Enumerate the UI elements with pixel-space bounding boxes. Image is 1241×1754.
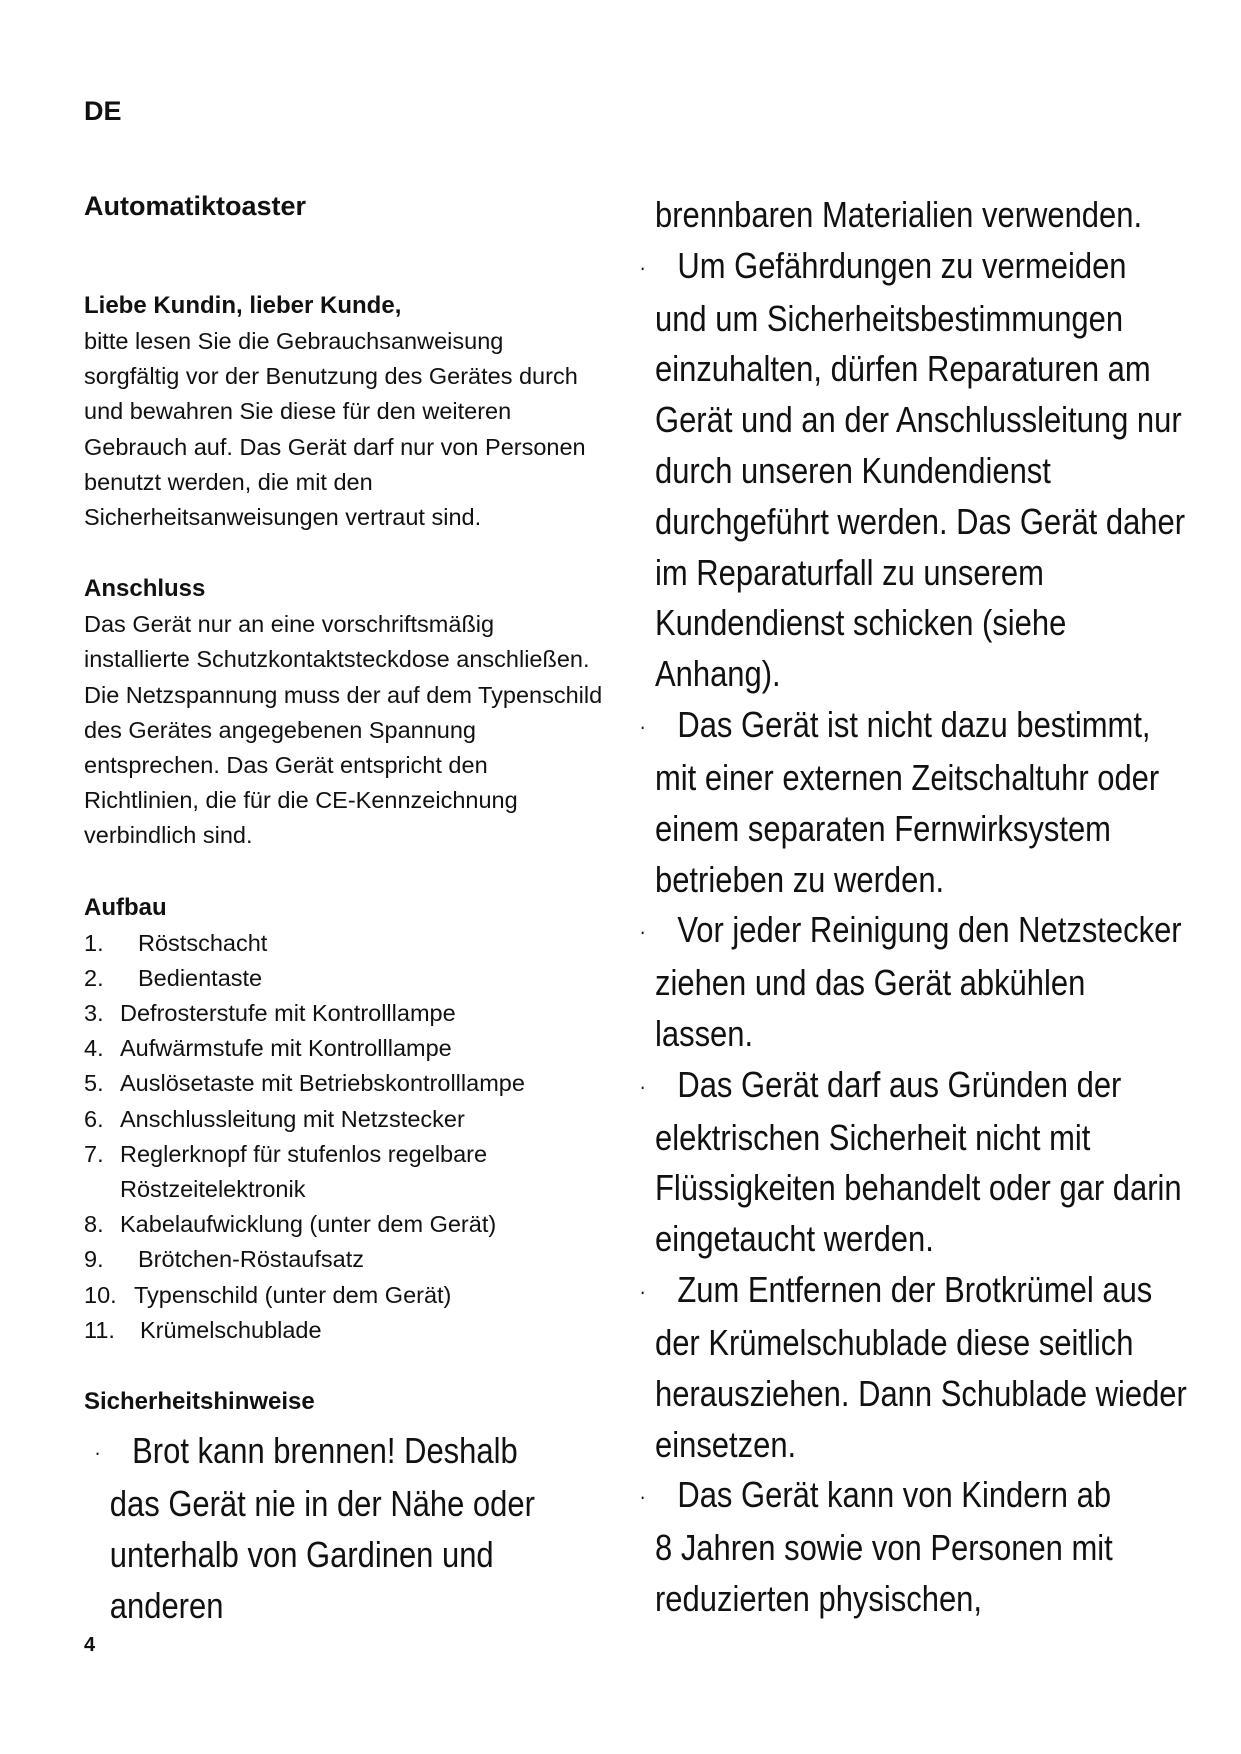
aufbau-item-text: Krümelschublade xyxy=(140,1316,322,1343)
safety-item xyxy=(639,700,1188,905)
anschluss-text: Das Gerät nur an eine vorschriftsmäßig installierte Schutzkontaktsteckdose anschließen. Die Netzspannung muss der auf dem Typenschild des Gerätes angegebenen Spannung entsprechen. Das Gerät entspricht den Richtlinien, die für die CE-Kennzeichnung verbindlich sind. xyxy=(84,611,603,849)
aufbau-item-number: 2. xyxy=(84,964,104,991)
safety-item-continuation: mit einer externen Zeitschaltuhr oder einem separaten Fernwirksystem betrieben zu werden. xyxy=(655,756,1160,900)
safety-item xyxy=(639,241,1188,700)
anschluss-section xyxy=(84,571,604,853)
right-column xyxy=(639,190,1195,1625)
safety-item xyxy=(639,1265,1188,1470)
bullet-icon: · xyxy=(639,1484,646,1510)
safety-item-continuation: der Krümelschublade diese seitlich herausziehen. Dann Schublade wieder einsetzen. xyxy=(655,1321,1187,1465)
safety-item-first-line: Das Gerät kann von Kindern ab xyxy=(677,1474,1112,1516)
safety-item xyxy=(639,1470,1188,1624)
sicherheit-heading: Sicherheitshinweise xyxy=(84,1388,315,1416)
aufbau-item-text: Brötchen-Röstaufsatz xyxy=(138,1246,364,1273)
aufbau-item-number: 10. xyxy=(84,1281,117,1308)
aufbau-item-text: Röstschacht xyxy=(138,929,268,956)
aufbau-item xyxy=(84,1207,604,1242)
safety-item-continuation: ziehen und das Gerät abkühlen lassen. xyxy=(655,962,1086,1054)
bullet-icon: · xyxy=(639,1279,646,1305)
aufbau-item-text: Anschlussleitung mit Netzstecker xyxy=(120,1105,465,1132)
safety-item xyxy=(94,1426,576,1631)
aufbau-item-number: 3. xyxy=(84,1000,104,1027)
safety-item-first-line: Um Gefährdungen zu vermeiden xyxy=(677,244,1127,286)
safety-item-first-line: Zum Entfernen der Brotkrümel aus xyxy=(677,1269,1153,1311)
page-number: 4 xyxy=(84,1634,96,1656)
aufbau-item-text: Typenschild (unter dem Gerät) xyxy=(134,1281,452,1308)
aufbau-item xyxy=(84,1137,604,1207)
intro-text: bitte lesen Sie die Gebrauchsanweisung sorgfältig vor der Benutzung des Gerätes durch und bewahren Sie diese für den weiteren Gebrauch auf. Das Gerät darf nur von Personen benutzt werden, die mit den Sicherheitsanweisungen vertraut sind. xyxy=(84,328,586,531)
aufbau-item-number: 7. xyxy=(84,1140,104,1167)
aufbau-item xyxy=(84,1278,604,1313)
sicherheit-section xyxy=(84,1384,604,1631)
safety-item-first-line: Das Gerät ist nicht dazu bestimmt, xyxy=(677,704,1151,746)
safety-item-continuation: 8 Jahren sowie von Personen mit reduzierten physischen, xyxy=(655,1527,1113,1619)
aufbau-item-number: 4. xyxy=(84,1035,104,1062)
aufbau-section xyxy=(84,890,604,1348)
intro-section xyxy=(84,288,604,535)
bullet-icon: · xyxy=(639,919,646,945)
aufbau-item-text: Defrosterstufe mit Kontrolllampe xyxy=(120,1000,456,1027)
aufbau-item xyxy=(84,961,604,996)
aufbau-item-number: 8. xyxy=(84,1211,104,1238)
bullet-icon: · xyxy=(639,1073,646,1099)
aufbau-item-number: 11. xyxy=(84,1316,115,1343)
safety-item-continuation: elektrischen Sicherheit nicht mit Flüssigkeiten behandelt oder gar darin eingetaucht werden. xyxy=(655,1116,1182,1260)
aufbau-item xyxy=(84,1102,604,1137)
aufbau-item-number: 5. xyxy=(84,1070,104,1097)
safety-item-first-line: Das Gerät darf aus Gründen der xyxy=(677,1063,1122,1105)
aufbau-item-text: Reglerknopf für stufenlos regelbare Röstzeitelektronik xyxy=(120,1140,488,1203)
aufbau-item-number: 6. xyxy=(84,1105,104,1132)
aufbau-item-text: Bedientaste xyxy=(138,964,263,991)
safety-item-continuation: und um Sicherheitsbestimmungen einzuhalten, dürfen Reparaturen am Gerät und an der Anschlussleitung nur durch unseren Kundendienst durchgeführt werden. Das Gerät daher im Reparaturfall zu unserem Kundendienst schicken (siehe Anhang). xyxy=(655,297,1186,695)
aufbau-heading: Aufbau xyxy=(84,893,167,921)
aufbau-item xyxy=(84,1066,604,1101)
safety-item-first-line: Vor jeder Reinigung den Netzstecker xyxy=(677,909,1182,951)
language-code: DE xyxy=(84,96,122,126)
left-column xyxy=(84,190,604,1631)
aufbau-item xyxy=(84,1031,604,1066)
aufbau-item-text: Aufwärmstufe mit Kontrolllampe xyxy=(120,1035,452,1062)
aufbau-item-number: 9. xyxy=(84,1246,104,1273)
aufbau-item xyxy=(84,996,604,1031)
aufbau-item xyxy=(84,926,604,961)
safety-item-continuation: das Gerät nie in der Nähe oder unterhalb von Gardinen und anderen xyxy=(109,1482,535,1626)
safety-item-first-line: Brot kann brennen! Deshalb xyxy=(132,1430,518,1472)
aufbau-item xyxy=(84,1313,604,1348)
intro-heading: Liebe Kundin, lieber Kunde, xyxy=(84,292,402,319)
safety-item xyxy=(639,905,1188,1059)
bullet-icon: · xyxy=(639,714,646,740)
bullet-icon: · xyxy=(639,254,646,280)
aufbau-item-text: Auslösetaste mit Betriebskontrolllampe xyxy=(120,1070,525,1097)
safety-list-right xyxy=(639,190,1188,1625)
document-title: Automatiktoaster xyxy=(84,191,307,221)
anschluss-heading: Anschluss xyxy=(84,575,206,603)
aufbau-item-number: 1. xyxy=(84,929,104,956)
bullet-icon: · xyxy=(94,1440,101,1466)
aufbau-item xyxy=(84,1242,604,1277)
safety-continuation-lead xyxy=(655,190,1188,241)
aufbau-item-text: Kabelaufwicklung (unter dem Gerät) xyxy=(120,1211,497,1238)
safety-item xyxy=(639,1060,1188,1265)
safety-list-left xyxy=(84,1426,576,1631)
safety-lead-text: brennbaren Materialien verwenden. xyxy=(655,194,1143,235)
